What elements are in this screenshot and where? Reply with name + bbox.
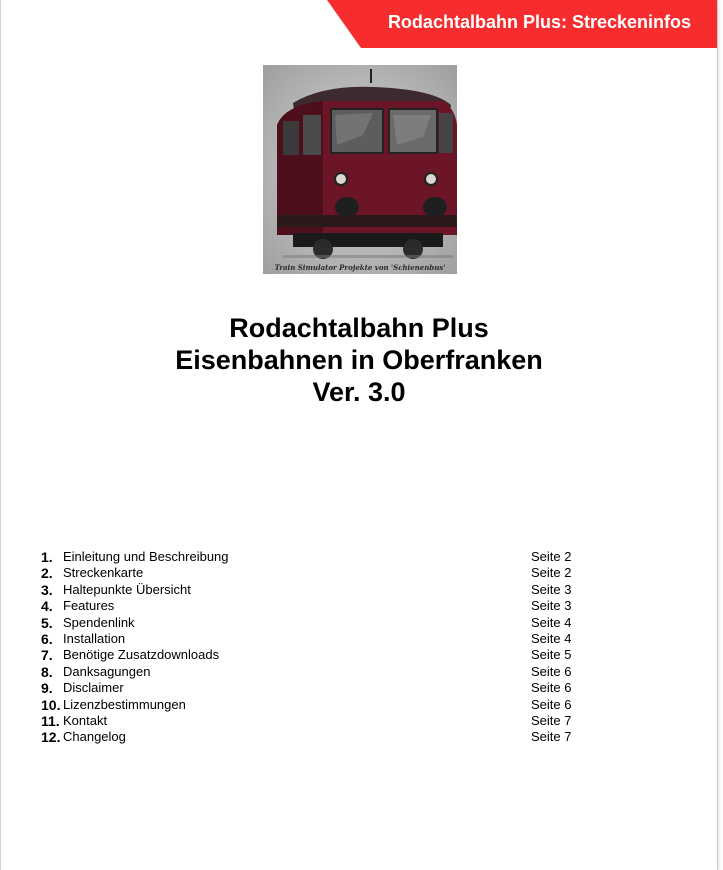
toc-label: Changelog [63,729,126,745]
toc-number: 6. [41,630,53,647]
toc-label: Features [63,598,115,614]
cover-image [263,65,457,274]
title-line-2: Eisenbahnen in Oberfranken [175,345,543,375]
toc-item[interactable] [41,713,581,729]
toc-label: Lizenzbestimmungen [63,696,186,712]
toc-item[interactable] [41,729,581,745]
toc-number: 4. [41,598,53,615]
toc-page: Seite 7 [531,729,572,745]
toc-item[interactable] [41,615,581,631]
toc-number: 3. [41,581,53,598]
toc-item[interactable] [41,647,581,663]
toc-page: Seite 5 [531,647,572,663]
toc-item[interactable] [41,598,581,614]
toc-page: Seite 3 [531,598,572,614]
toc-number: 12. [41,729,61,746]
toc-page: Seite 3 [531,581,572,597]
toc-number: 1. [41,549,53,565]
toc-label: Einleitung und Beschreibung [63,549,229,564]
header-title: Rodachtalbahn Plus: Streckeninfos [387,12,691,32]
toc-label: Streckenkarte [63,565,144,581]
title-line-3: Ver. 3.0 [312,377,406,407]
title-line-1: Rodachtalbahn Plus [229,313,489,343]
toc-page: Seite 4 [531,630,572,646]
toc-item[interactable] [41,664,581,680]
toc-number: 11. [41,712,60,729]
cover-caption: Train Simulator Projekte von 'Schienenbus' [274,263,446,272]
toc-number: 7. [41,647,53,664]
toc-page: Seite 6 [531,663,572,679]
toc-item[interactable] [41,549,581,565]
toc-label: Installation [63,630,126,646]
toc-page: Seite 6 [531,680,572,696]
toc-number: 8. [41,663,53,680]
toc-label: Kontakt [63,712,108,728]
toc-item[interactable] [41,565,581,581]
toc-number: 9. [41,680,53,697]
toc-label: Disclaimer [63,680,124,696]
document-title [1,312,717,408]
toc-label: Spendenlink [63,614,135,630]
toc-item[interactable] [41,697,581,713]
toc-number: 2. [41,565,53,582]
toc-page: Seite 2 [531,549,572,564]
toc-number: 5. [41,614,53,631]
toc-item[interactable] [41,631,581,647]
toc-item[interactable] [41,680,581,696]
toc-item[interactable] [41,582,581,598]
toc-page: Seite 4 [531,614,572,630]
toc-page: Seite 6 [531,696,572,712]
toc-number: 10. [41,696,61,713]
table-of-contents [41,549,581,746]
toc-label: Danksagungen [63,663,151,679]
toc-label: Haltepunkte Übersicht [63,581,191,597]
toc-page: Seite 7 [531,712,572,728]
toc-label: Benötige Zusatzdownloads [63,647,220,663]
toc-page: Seite 2 [531,565,572,581]
railbus-photo-icon [263,65,457,274]
